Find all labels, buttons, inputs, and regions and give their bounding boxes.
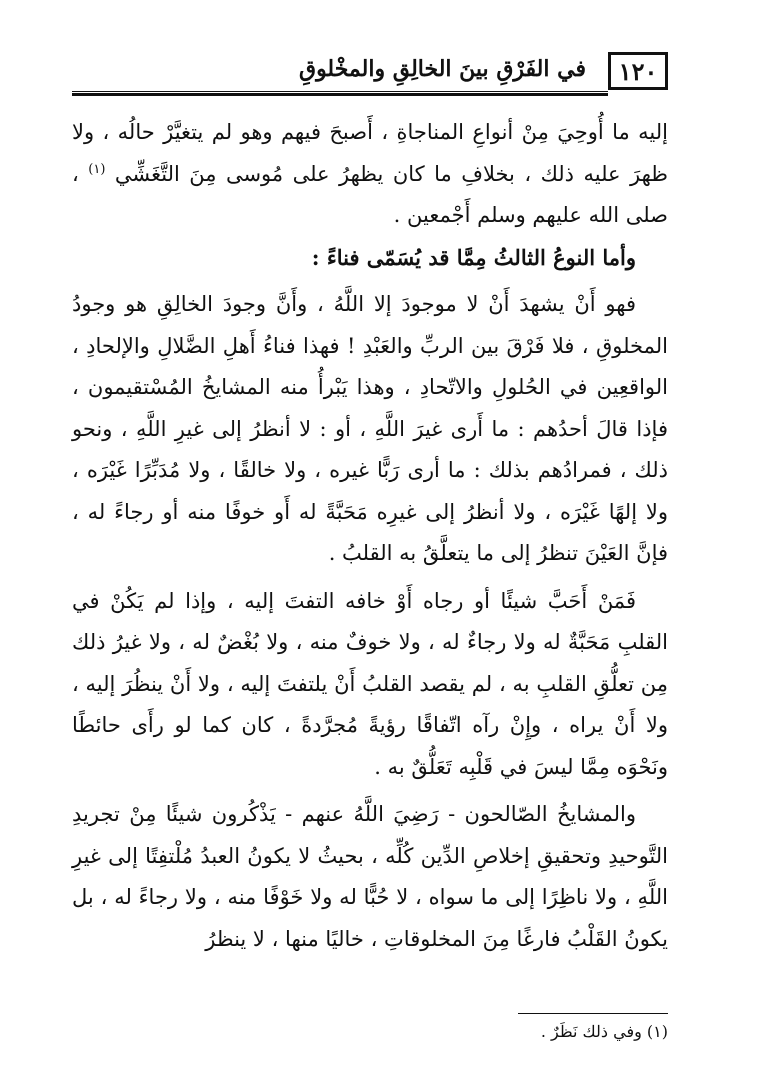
paragraph-1-end: ، صلى الله عليهم وسلم أَجْمعين .	[72, 161, 668, 227]
paragraph-2: فهو أَنْ يشهدَ أَنْ لا موجودَ إلا اللَّهُ ، وأَنَّ وجودَ الخالِقِ هو وجودُ المخلوقِ ، فلا فَرْقَ بين الربِّ والعَبْدِ ! فهذا فناءُ أَهلِ الضَّلالِ والإلحادِ ، الواقعِين في الحُلولِ والاتّحادِ ، وهذا يَبْرأُ منه المشايخُ المُسْتقيمون ، فإذا قالَ أحدُهم : ما أَرى غيرَ اللَّهِ ، أو : لا أنظرُ إلى غيرِ اللَّهِ ، ونحو ذلك ، فمرادُهم بذلك : ما أرى رَبًّا غيره ، ولا خالقًا ، ولا مُدَبِّرًا غَيْرَه ، ولا إلهًا غَيْرَه ، ولا أنظرُ إلى غيرِه مَحَبَّةً له أَو خوفًا منه أو رجاءً له ، فإنَّ العَيْنَ تنظرُ إلى ما يتعلَّقُ به القلبُ .	[72, 292, 668, 565]
footnote: (١) وفي ذلك نَظَرٌ .	[540, 1022, 668, 1041]
paragraph-4: والمشايخُ الصّالحون - رَضِيَ اللَّهُ عنهم - يَذْكُرون شيئًا مِنْ تجريدِ التَّوحيدِ وتحقيقِ إخلاصِ الدِّين كُلِّه ، بحيثُ لا يكونُ العبدُ مُلْتفِتًا إلى غيرِ اللَّهِ ، ولا ناظِرًا إلى ما سواه ، لا حُبًّا له ولا خَوْفًا منه ، ولا رجاءً له ، بل يكونُ القَلْبُ فارغًا مِنَ المخلوقاتِ ، خاليًا منها ، لا ينظرُ	[72, 802, 668, 951]
page-number: ١٢٠	[608, 52, 668, 90]
subheading-third-type: وأما النوعُ الثالثُ مِمَّا قد يُسَمّى فناءً :	[311, 244, 636, 270]
page-body	[72, 112, 668, 960]
paragraph-1	[72, 112, 668, 237]
footnote-reference: (١)	[88, 161, 106, 177]
header-thin-rule	[72, 91, 608, 92]
header-rule	[72, 93, 608, 96]
paragraph-1-text: إليه ما أُوحِيَ مِنْ أنواعِ المناجاةِ ، أَصبحَ فيهم وهو لم يتغيَّرْ حالُه ، ولا ظهرَ عليه ذلك ، بخلافِ ما كان يظهرُ على مُوسى مِنَ التَّغَشِّي	[72, 120, 668, 186]
paragraph-3: فَمَنْ أَحَبَّ شيئًا أو رجاه أَوْ خافه التفتَ إليه ، وإذا لم يَكُنْ في القلبِ مَحَبَّةٌ له ولا رجاءٌ له ، ولا خوفٌ منه ، ولا بُغْضٌ له ، ولا غيرُ ذلك مِن تعلُّقِ القلبِ به ، لم يقصد القلبُ أَنْ يلتفتَ إليه ، ولا أَنْ ينظُرَ إليه ، ولا أَنْ يراه ، وإِنْ رآه اتّفاقًا رؤيةً مُجرَّدةً ، كان كما لو رأَى حائطًا ونَحْوَه مِمَّا ليسَ في قَلْبِه تَعَلُّقٌ به .	[72, 588, 668, 779]
running-title: في الفَرْقِ بينَ الخالِقِ والمخْلوقِ	[299, 56, 586, 82]
page-header	[72, 52, 668, 96]
footnote-divider	[518, 1013, 668, 1014]
